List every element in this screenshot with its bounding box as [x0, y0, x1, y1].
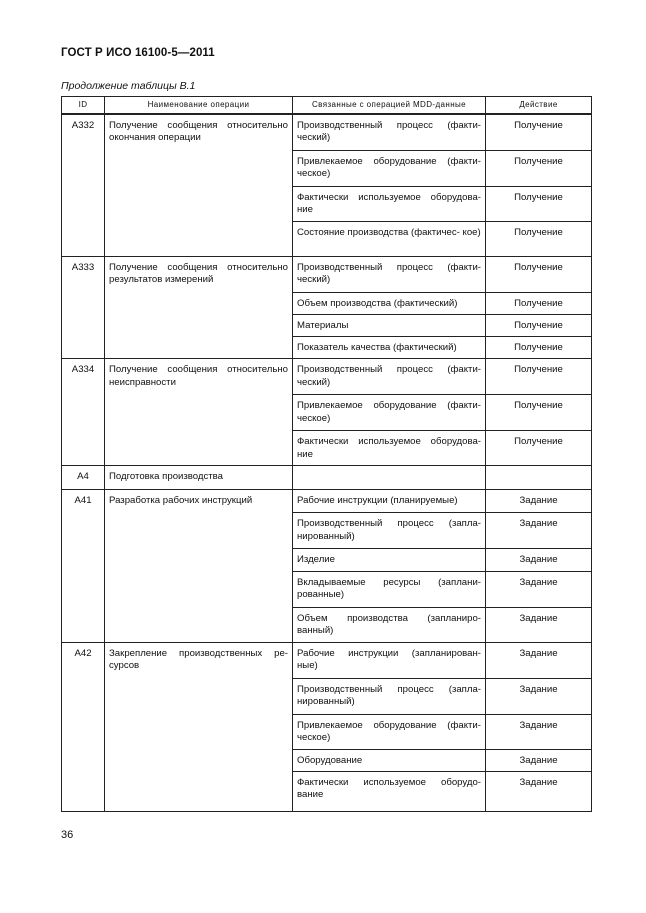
- table-row: [62, 771, 592, 811]
- table-row: [62, 337, 592, 359]
- table-row: [62, 513, 592, 549]
- operation-id-cell: [62, 186, 105, 221]
- operation-id-cell: [62, 431, 105, 466]
- action-cell: Задание: [486, 490, 592, 513]
- table-row: [62, 221, 592, 256]
- action-cell: Задание: [486, 607, 592, 642]
- table-row: [62, 150, 592, 186]
- action-cell: Задание: [486, 678, 592, 714]
- table-body: [62, 114, 592, 811]
- action-cell: Получение: [486, 395, 592, 431]
- action-cell: Получение: [486, 314, 592, 336]
- action-cell: Получение: [486, 150, 592, 186]
- mdd-data-cell: Производственный процесс (факти- ческий): [293, 359, 486, 395]
- table-caption: Продолжение таблицы B.1: [61, 80, 196, 92]
- mdd-data-cell: Изделие: [293, 549, 486, 571]
- operation-name-cell: [105, 314, 293, 336]
- action-cell: Задание: [486, 749, 592, 771]
- operation-name-cell: Получение сообщения относительно окончания операции: [105, 114, 293, 150]
- action-cell: Получение: [486, 359, 592, 395]
- operation-id-cell: А332: [62, 114, 105, 150]
- table-row: [62, 314, 592, 336]
- operation-id-cell: [62, 150, 105, 186]
- operation-id-cell: [62, 771, 105, 811]
- operation-name-cell: Подготовка производства: [105, 466, 293, 490]
- mdd-data-cell: Фактически используемое оборудо- вание: [293, 771, 486, 811]
- operation-name-cell: [105, 571, 293, 607]
- operation-id-cell: [62, 549, 105, 571]
- mdd-data-cell: [293, 466, 486, 490]
- operation-name-cell: [105, 714, 293, 749]
- operation-id-cell: [62, 607, 105, 642]
- mdd-data-cell: Фактически используемое оборудова- ние: [293, 186, 486, 221]
- table-row: [62, 549, 592, 571]
- operation-id-cell: А333: [62, 256, 105, 292]
- mdd-data-cell: Вкладываемые ресурсы (заплани- рованные): [293, 571, 486, 607]
- column-header-action: Действие: [486, 97, 592, 115]
- operation-id-cell: А42: [62, 642, 105, 678]
- mdd-data-cell: Производственный процесс (запла- нированный): [293, 513, 486, 549]
- document-header: ГОСТ Р ИСО 16100-5—2011: [61, 47, 215, 59]
- table-row: [62, 678, 592, 714]
- operation-id-cell: А4: [62, 466, 105, 490]
- operation-name-cell: [105, 395, 293, 431]
- action-cell: Получение: [486, 256, 592, 292]
- column-header-id: ID: [62, 97, 105, 115]
- mdd-data-cell: Производственный процесс (факти- ческий): [293, 256, 486, 292]
- mdd-data-cell: Фактически используемое оборудова- ние: [293, 431, 486, 466]
- action-cell: Получение: [486, 292, 592, 314]
- page-number: 36: [61, 829, 74, 841]
- mdd-data-cell: Привлекаемое оборудование (факти- ческое): [293, 395, 486, 431]
- operation-id-cell: А334: [62, 359, 105, 395]
- action-cell: Получение: [486, 114, 592, 150]
- operation-name-cell: Закрепление производственных ре- сурсов: [105, 642, 293, 678]
- operation-id-cell: [62, 221, 105, 256]
- mdd-data-cell: Объем производства (фактический): [293, 292, 486, 314]
- operation-name-cell: [105, 292, 293, 314]
- table-row: [62, 114, 592, 150]
- column-header-operation-name: Наименование операции: [105, 97, 293, 115]
- table-row: [62, 466, 592, 490]
- mdd-data-cell: Рабочие инструкции (запланирован- ные): [293, 642, 486, 678]
- table-row: [62, 749, 592, 771]
- operation-name-cell: [105, 607, 293, 642]
- table-row: [62, 571, 592, 607]
- mdd-data-cell: Показатель качества (фактический): [293, 337, 486, 359]
- mdd-data-cell: Производственный процесс (факти- ческий): [293, 114, 486, 150]
- operation-name-cell: [105, 431, 293, 466]
- mdd-data-cell: Состояние производства (фактичес- кое): [293, 221, 486, 256]
- operation-name-cell: [105, 186, 293, 221]
- operation-name-cell: Получение сообщения относительно результатов измерений: [105, 256, 293, 292]
- action-cell: Получение: [486, 337, 592, 359]
- column-header-mdd-data: Связанные с операцией MDD-данные: [293, 97, 486, 115]
- table-row: [62, 186, 592, 221]
- operation-id-cell: [62, 292, 105, 314]
- operation-name-cell: Получение сообщения относительно неисправности: [105, 359, 293, 395]
- action-cell: Получение: [486, 186, 592, 221]
- table-row: [62, 395, 592, 431]
- operation-name-cell: [105, 549, 293, 571]
- operation-id-cell: [62, 571, 105, 607]
- action-cell: Задание: [486, 771, 592, 811]
- operation-id-cell: [62, 395, 105, 431]
- operation-id-cell: [62, 714, 105, 749]
- operations-table: [61, 96, 592, 812]
- table-row: [62, 431, 592, 466]
- action-cell: Задание: [486, 549, 592, 571]
- table-row: [62, 642, 592, 678]
- operation-id-cell: [62, 314, 105, 336]
- action-cell: Задание: [486, 513, 592, 549]
- action-cell: Получение: [486, 431, 592, 466]
- operation-name-cell: [105, 221, 293, 256]
- operation-id-cell: [62, 678, 105, 714]
- action-cell: Задание: [486, 714, 592, 749]
- table-row: [62, 256, 592, 292]
- operation-name-cell: [105, 337, 293, 359]
- operation-name-cell: [105, 513, 293, 549]
- mdd-data-cell: Оборудование: [293, 749, 486, 771]
- action-cell: [486, 466, 592, 490]
- mdd-data-cell: Привлекаемое оборудование (факти- ческое): [293, 714, 486, 749]
- table-row: [62, 490, 592, 513]
- operation-id-cell: А41: [62, 490, 105, 513]
- table-header-row: [62, 97, 592, 115]
- operation-id-cell: [62, 337, 105, 359]
- mdd-data-cell: Привлекаемое оборудование (факти- ческое): [293, 150, 486, 186]
- operation-name-cell: [105, 150, 293, 186]
- action-cell: Задание: [486, 571, 592, 607]
- action-cell: Задание: [486, 642, 592, 678]
- operation-id-cell: [62, 749, 105, 771]
- mdd-data-cell: Производственный процесс (запла- нированный): [293, 678, 486, 714]
- operation-name-cell: [105, 749, 293, 771]
- table-row: [62, 714, 592, 749]
- mdd-data-cell: Объем производства (запланиро- ванный): [293, 607, 486, 642]
- operation-name-cell: [105, 678, 293, 714]
- table-row: [62, 359, 592, 395]
- mdd-data-cell: Материалы: [293, 314, 486, 336]
- mdd-data-cell: Рабочие инструкции (планируемые): [293, 490, 486, 513]
- table-row: [62, 607, 592, 642]
- operation-name-cell: Разработка рабочих инструкций: [105, 490, 293, 513]
- operation-id-cell: [62, 513, 105, 549]
- action-cell: Получение: [486, 221, 592, 256]
- operation-name-cell: [105, 771, 293, 811]
- table-row: [62, 292, 592, 314]
